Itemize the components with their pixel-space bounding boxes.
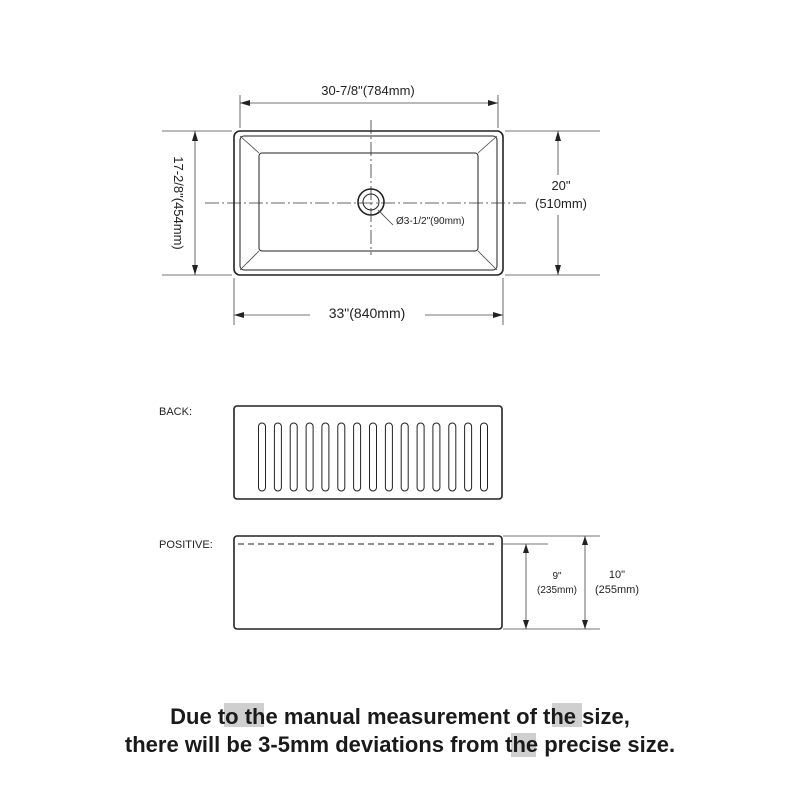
back-grooves bbox=[259, 423, 488, 491]
back-groove bbox=[385, 423, 392, 491]
back-groove bbox=[274, 423, 281, 491]
inner-width-label: 30-7/8"(784mm) bbox=[321, 83, 415, 98]
back-groove bbox=[370, 423, 377, 491]
front-panel bbox=[234, 536, 502, 629]
outer-depth-label: 17-2/8"(454mm) bbox=[171, 156, 186, 250]
back-groove bbox=[259, 423, 266, 491]
disclaimer-line-2: there will be 3-5mm deviations from the precise size. bbox=[124, 732, 676, 757]
inner-height-mm: (235mm) bbox=[536, 585, 578, 596]
back-groove bbox=[401, 423, 408, 491]
back-view bbox=[159, 406, 502, 499]
front-view bbox=[159, 536, 639, 629]
front-view-label: POSITIVE: bbox=[159, 539, 213, 551]
inner-height-inches: 9" bbox=[552, 571, 562, 582]
sink-basin-bottom bbox=[259, 153, 478, 251]
back-groove bbox=[449, 423, 456, 491]
back-groove bbox=[433, 423, 440, 491]
back-groove bbox=[354, 423, 361, 491]
back-groove bbox=[417, 423, 424, 491]
back-groove bbox=[481, 423, 488, 491]
outer-height-mm: (255mm) bbox=[594, 584, 640, 596]
outer-height-inches: 10" bbox=[608, 569, 626, 581]
back-groove bbox=[322, 423, 329, 491]
depth-label-inches: 20" bbox=[551, 178, 571, 193]
drain-dimension-label: Ø3-1/2"(90mm) bbox=[396, 216, 465, 227]
back-groove bbox=[465, 423, 472, 491]
depth-label-mm: (510mm) bbox=[534, 196, 588, 211]
outer-width-label: 33"(840mm) bbox=[328, 305, 406, 321]
top-view bbox=[162, 80, 600, 325]
disclaimer bbox=[125, 703, 675, 757]
back-groove bbox=[306, 423, 313, 491]
back-groove bbox=[290, 423, 297, 491]
back-groove bbox=[338, 423, 345, 491]
back-view-label: BACK: bbox=[159, 406, 193, 418]
disclaimer-line-1: Due to the manual measurement of the size, bbox=[170, 704, 630, 729]
